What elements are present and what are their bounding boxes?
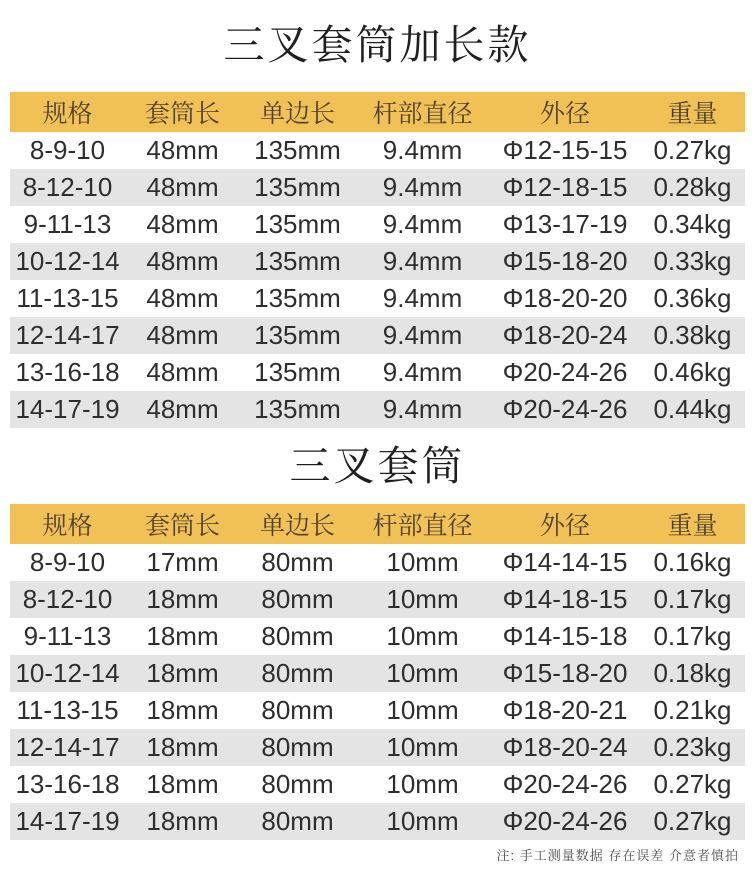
spec-table-extended	[10, 92, 745, 428]
column-header: 套筒长	[125, 92, 240, 132]
table-cell: 10mm	[355, 581, 490, 618]
table-cell: 0.28kg	[640, 169, 745, 206]
table-cell: 0.33kg	[640, 243, 745, 280]
table-row	[10, 766, 745, 803]
table-cell: Φ20-24-26	[490, 803, 640, 840]
table-row	[10, 354, 745, 391]
table-cell: 14-17-19	[10, 391, 125, 428]
table-cell: 0.36kg	[653, 283, 732, 313]
table-cell: Φ14-18-15	[490, 581, 640, 618]
section-title-extended: 三叉套筒加长款	[223, 22, 532, 68]
table-row	[10, 729, 745, 766]
section-title-standard: 三叉套筒	[289, 443, 466, 489]
table-cell: 14-17-19	[10, 803, 125, 840]
table-cell: Φ13-17-19	[502, 209, 628, 239]
table-cell: Φ14-15-18	[502, 621, 628, 651]
table-cell: 18mm	[125, 581, 240, 618]
table-cell: 48mm	[125, 317, 240, 354]
table-cell: Φ20-24-26	[502, 357, 628, 387]
table-cell: 135mm	[254, 135, 341, 165]
table-cell: 0.16kg	[653, 547, 732, 577]
table-cell: 48mm	[146, 135, 219, 165]
table-cell: 0.34kg	[653, 209, 732, 239]
table-cell: 0.27kg	[653, 769, 732, 799]
table-cell: 9.4mm	[382, 209, 463, 239]
table-cell: 9.4mm	[355, 243, 490, 280]
table-cell: 80mm	[240, 655, 355, 692]
column-header: 杆部直径	[355, 504, 490, 544]
table-cell: 10mm	[355, 655, 490, 692]
table-cell: 18mm	[146, 769, 219, 799]
table-row	[10, 317, 745, 354]
table-row	[10, 618, 745, 655]
table-cell: 12-14-17	[10, 317, 125, 354]
table-cell: 0.27kg	[653, 135, 732, 165]
table-cell: 0.17kg	[640, 581, 745, 618]
table-cell: 0.38kg	[640, 317, 745, 354]
table-cell: 0.18kg	[640, 655, 745, 692]
table-cell: Φ12-18-15	[490, 169, 640, 206]
measurement-disclaimer-note: 注: 手工测量数据 存在误差 介意者慎拍	[496, 848, 739, 863]
table-cell: 9-11-13	[23, 621, 112, 651]
column-header: 单边长	[240, 504, 355, 544]
column-header: 外径	[490, 504, 640, 544]
table-cell: 48mm	[146, 283, 219, 313]
table-cell: 8-9-10	[29, 135, 106, 165]
table-cell: 9.4mm	[355, 391, 490, 428]
table-cell: 0.23kg	[640, 729, 745, 766]
table-cell: 0.46kg	[653, 357, 732, 387]
table-cell: 8-12-10	[10, 169, 125, 206]
column-header: 单边长	[240, 92, 355, 132]
table-row	[10, 280, 745, 317]
table-cell: 135mm	[254, 357, 341, 387]
table-cell: 18mm	[125, 655, 240, 692]
table-cell: 9.4mm	[382, 357, 463, 387]
table-cell: 0.44kg	[640, 391, 745, 428]
table-row	[10, 655, 745, 692]
table-cell: Φ18-20-24	[490, 729, 640, 766]
table-cell: 0.27kg	[640, 803, 745, 840]
table-cell: 8-12-10	[10, 581, 125, 618]
table-cell: 10mm	[386, 769, 459, 799]
table-cell: 80mm	[261, 621, 334, 651]
table-cell: 18mm	[125, 803, 240, 840]
table-cell: 48mm	[125, 243, 240, 280]
column-header: 规格	[10, 92, 125, 132]
table-cell: 135mm	[240, 243, 355, 280]
column-header: 套筒长	[125, 504, 240, 544]
table-cell: 135mm	[240, 317, 355, 354]
table-cell: 135mm	[240, 169, 355, 206]
table-cell: 9.4mm	[355, 169, 490, 206]
table-cell: 18mm	[125, 729, 240, 766]
table-row	[10, 581, 745, 618]
table-cell: 10mm	[386, 621, 459, 651]
table-cell: 135mm	[254, 283, 341, 313]
table-cell: Φ20-24-26	[502, 769, 628, 799]
table-row	[10, 169, 745, 206]
table-cell: 9.4mm	[382, 283, 463, 313]
table-cell: 10mm	[386, 695, 459, 725]
table-cell: 11-13-15	[16, 283, 119, 313]
table-row	[10, 803, 745, 840]
table-cell: 10mm	[355, 729, 490, 766]
table-cell: 9.4mm	[355, 317, 490, 354]
table-cell: 8-9-10	[29, 547, 106, 577]
table-cell: Φ18-20-20	[502, 283, 628, 313]
table-cell: 80mm	[261, 547, 334, 577]
table-cell: 48mm	[125, 391, 240, 428]
column-header: 重量	[640, 92, 745, 132]
table-cell: 80mm	[240, 729, 355, 766]
table-cell: 80mm	[261, 695, 334, 725]
table-row	[10, 391, 745, 428]
table-cell: Φ20-24-26	[490, 391, 640, 428]
table-cell: Φ18-20-24	[490, 317, 640, 354]
table-cell: 18mm	[146, 621, 219, 651]
table-cell: Φ18-20-21	[502, 695, 628, 725]
table-cell: 80mm	[240, 803, 355, 840]
table-cell: 0.17kg	[653, 621, 732, 651]
table-cell: 12-14-17	[10, 729, 125, 766]
table-row	[10, 692, 745, 729]
table-cell: 135mm	[240, 391, 355, 428]
table-row	[10, 132, 745, 169]
table-cell: 80mm	[261, 769, 334, 799]
table-cell: Φ12-15-15	[502, 135, 628, 165]
table-row	[10, 544, 745, 581]
table-cell: 10mm	[355, 803, 490, 840]
table-cell: Φ15-18-20	[490, 655, 640, 692]
table-cell: 11-13-15	[16, 695, 119, 725]
table-cell: 80mm	[240, 581, 355, 618]
table-cell: 17mm	[146, 547, 219, 577]
section-extended-sockets	[0, 16, 755, 428]
table-row	[10, 243, 745, 280]
table-cell: 13-16-18	[15, 357, 120, 387]
table-cell: 10mm	[386, 547, 459, 577]
column-header: 杆部直径	[355, 92, 490, 132]
table-cell: 10-12-14	[10, 243, 125, 280]
table-cell: 48mm	[146, 357, 219, 387]
table-cell: 0.21kg	[653, 695, 732, 725]
table-cell: 18mm	[146, 695, 219, 725]
table-cell: Φ15-18-20	[490, 243, 640, 280]
table-cell: 135mm	[254, 209, 341, 239]
column-header: 重量	[640, 504, 745, 544]
spec-table-standard	[10, 504, 745, 840]
table-cell: 48mm	[125, 169, 240, 206]
header-row	[10, 92, 745, 132]
section-standard-sockets	[0, 428, 755, 840]
table-cell: 48mm	[146, 209, 219, 239]
table-cell: 13-16-18	[15, 769, 120, 799]
table-row	[10, 206, 745, 243]
column-header: 规格	[10, 504, 125, 544]
table-cell: 9.4mm	[382, 135, 463, 165]
header-row	[10, 504, 745, 544]
table-cell: 10-12-14	[10, 655, 125, 692]
table-cell: Φ14-14-15	[502, 547, 628, 577]
table-cell: 9-11-13	[23, 209, 112, 239]
column-header: 外径	[490, 92, 640, 132]
